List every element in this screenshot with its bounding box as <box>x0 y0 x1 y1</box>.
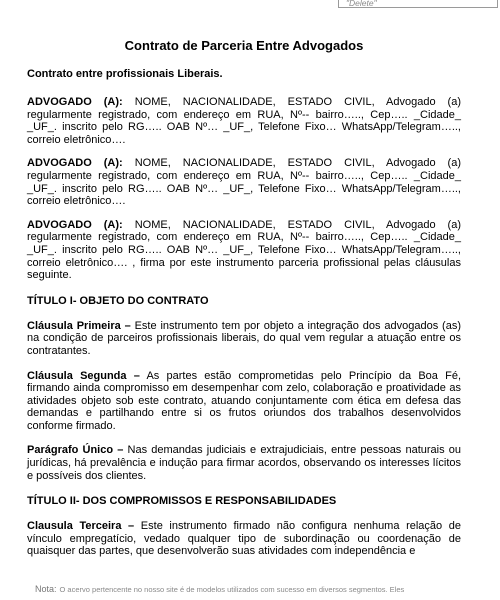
clause-lead: Clausula Terceira – <box>27 520 135 533</box>
party-lead: ADVOGADO (A): <box>27 218 123 231</box>
clause-text: As partes estão comprometidas pelo Princípio da Boa Fé, firmando ainda compromisso em desempenhar com zelo, colaboração e proatividade as atividades objeto sob este contrato, atuando conjuntamente com ética em defesa das demandas e partilhando entre si os frutos oriundos dos trabalhos desenvolvidos conforme firmado. <box>27 369 461 432</box>
clause-text: Este instrumento tem por objeto a integração dos advogados (as) na condição de parceiros profissionais liberais, do qual vem regular a atuação entre os contratantes. <box>27 319 461 357</box>
section-title-compromissos: TÍTULO II- DOS COMPROMISSOS E RESPONSABILIDADES <box>27 495 337 508</box>
clause-lead: Parágrafo Único – <box>27 444 124 457</box>
document-subtitle: Contrato entre profissionais Liberais. <box>27 68 223 80</box>
clause-lead: Cláusula Segunda – <box>27 369 140 382</box>
party-paragraph <box>27 96 461 146</box>
party-lead: ADVOGADO (A): <box>27 96 123 108</box>
clause-paragraph <box>27 444 461 482</box>
clause-lead: Cláusula Primeira – <box>27 319 131 332</box>
footer-note-label: Nota: <box>35 584 57 594</box>
clause-paragraph <box>27 370 461 433</box>
footer-note-text: O acervo pertencente no nosso site é de modelos utilizados com sucesso em diversos segmentos. Eles <box>59 585 405 594</box>
footer-note <box>35 584 465 595</box>
clause-text: Nas demandas judiciais e extrajudiciais, entre pessoas naturais ou jurídicas, há prevalência e indução para firmar acordos, observando os interesses lícitos e possíveis dos clientes. <box>27 444 461 482</box>
document-title: Contrato de Parceria Entre Advogados <box>124 38 364 53</box>
clause-paragraph <box>27 520 461 558</box>
party-paragraph <box>27 157 461 207</box>
delete-field[interactable]: "Delete" <box>338 0 498 8</box>
party-lead: ADVOGADO (A): <box>27 157 123 170</box>
party-paragraph <box>27 219 461 282</box>
document-page <box>27 30 461 558</box>
clause-text: Este instrumento firmado não configura nenhuma relação de vínculo empregatício, vedado qualquer tipo de subordinação ou coordenação de quaisquer das partes, que desenvolverão suas atividades com independência e <box>27 520 461 558</box>
section-title-objeto: TÍTULO I- OBJETO DO CONTRATO <box>27 294 209 307</box>
party-text: NOME, NACIONALIDADE, ESTADO CIVIL, Advogado (a) regularmente registrado, com endereço em RUA, Nº-- bairro….., Cep….. _Cidade_ _UF_. inscrito pelo RG….. OAB Nº… _UF_, Telefone Fixo… WhatsApp/Telegram….., correio eletrônico…. , firma por este instrumento parceria profissional pelas cláusulas seguinte. <box>27 218 461 282</box>
clause-paragraph <box>27 320 461 358</box>
party-text: NOME, NACIONALIDADE, ESTADO CIVIL, Advogado (a) regularmente registrado, com endereço em RUA, Nº-- bairro….., Cep….. _Cidade_ _UF_. inscrito pelo RG….. OAB Nº… _UF_, Telefone Fixo… WhatsApp/Telegram….., correio eletrônico…. <box>27 96 461 146</box>
party-text: NOME, NACIONALIDADE, ESTADO CIVIL, Advogado (a) regularmente registrado, com endereço em RUA, Nº-- bairro….., Cep….. _Cidade_ _UF_. inscrito pelo RG….. OAB Nº… _UF_, Telefone Fixo… WhatsApp/Telegram….., correio eletrônico…. <box>27 157 461 208</box>
